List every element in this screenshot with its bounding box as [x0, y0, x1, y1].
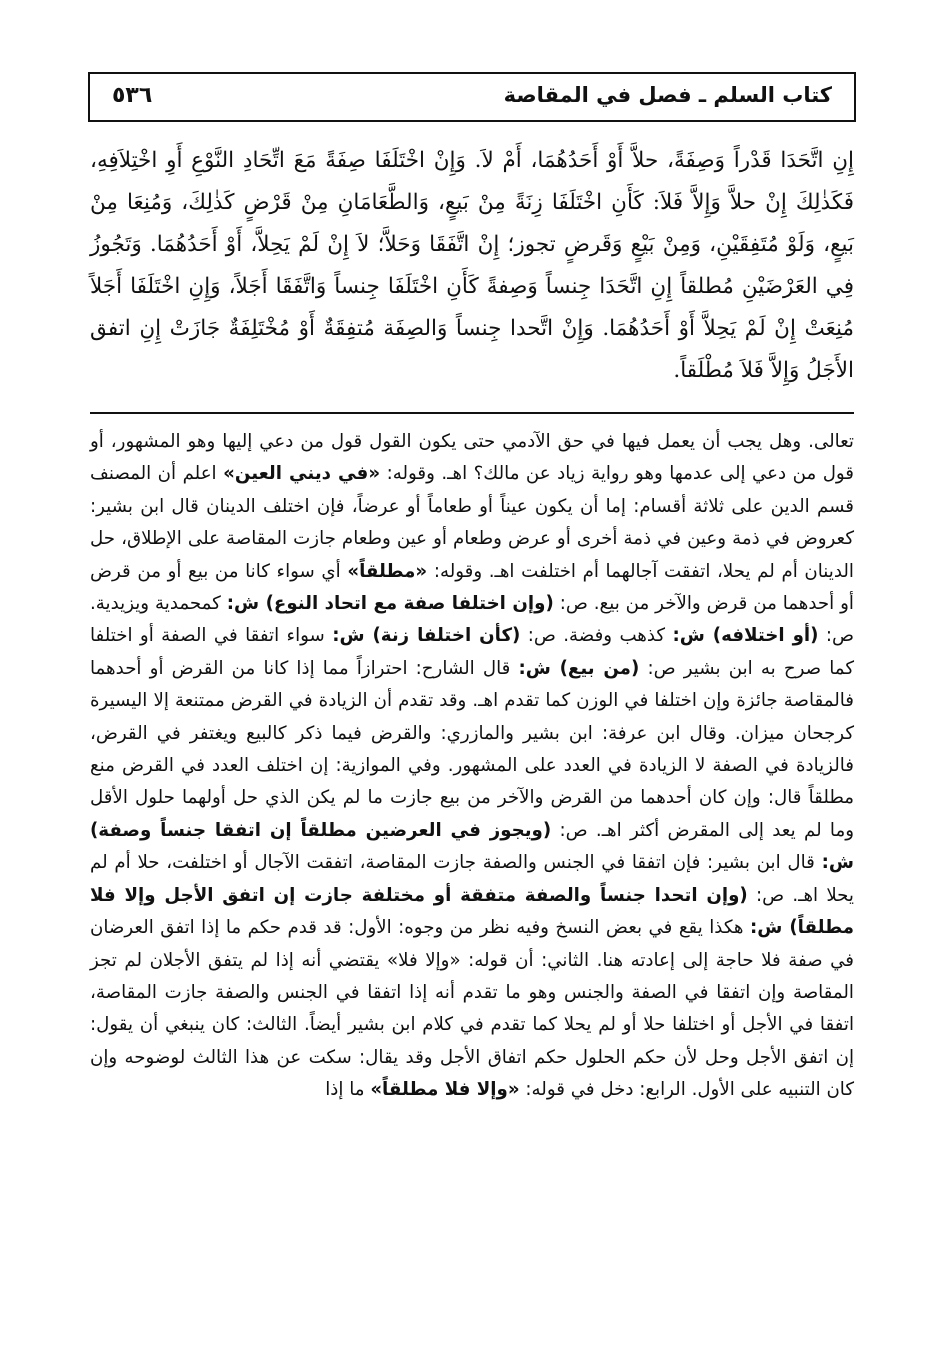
quoted-phrase: «في ديني العين» — [223, 463, 381, 485]
quoted-phrase: «وإلا فلا مطلقاً» — [370, 1079, 520, 1101]
commentary-text: تعالى. وهل يجب أن يعمل فيها في حق الآدمي حتى يكون القول قول من دعي إليها وهو المشهور، أو قول من دعي إلى عدمها وهو رواية زياد عن مالك؟ اهـ. وقوله: — [90, 431, 854, 485]
commentary-text: اعلم أن المصنف قسم الدين على ثلاثة أقسام: إما أن يكون عيناً أو طعاماً أو عرضاً، فإن اختلف الدينان قال ابن بشير: كعروض في ذمة وعين في ذمة أخرى أو عرض وطعام أو عين وطعام جازت المقاصة على الإطلاق، حل الدينان أم لم يحلا، اتفقت آجالهما أم اختلفت اهـ. وقوله: — [90, 463, 854, 582]
quoted-phrase: «مطلقاً» — [347, 560, 428, 582]
quoted-phrase: (من بيع) ش: — [518, 657, 640, 679]
quoted-phrase: (أو اختلافه) ش: — [672, 625, 819, 647]
commentary-text: أي سواء كانا من بيع أو من قرض أو أحدهما من قرض والآخر من بيع. ص: — [90, 560, 854, 615]
commentary-text: ما إذا — [325, 1079, 365, 1101]
commentary-text: قال الشارح: احترازاً مما إذا كانا من القرض أو أحدهما فالمقاصة جائزة وإن اختلفا في الوزن كما تقدم اهـ. وقد تقدم أن الزيادة في القرض ممتنعة إلا اليسيرة كرجحان ميزان. وقال ابن عرفة: ابن بشير والمازري: والقرض فيما ذكر كالبيع ويغتفر في القرض، فالزيادة في الصفة لا الزيادة في العدد على المشهور. وفي الموازية: إن اختلف العدد في القرض منع مطلقاً قال: وإن كان أحدهما من القرض والآخر من بيع جازت ما لم يكن الذي حل أولهما حلول الأقل وما لم يعد إلى المقرض أكثر اهـ. ص: — [90, 657, 854, 841]
commentary-block — [90, 426, 854, 1107]
commentary-text: قال ابن بشير: فإن اتفقا في الجنس والصفة جازت المقاصة، اتفقت الآجال أو اختلفت، حلا أم لم يحلا اهـ. ص: — [90, 852, 854, 906]
commentary-paragraph — [90, 426, 854, 1107]
commentary-text: كذهب وفضة. ص: — [527, 625, 666, 647]
commentary-text: كمحمدية ويزيدية. ص: — [90, 593, 854, 647]
commentary-text: هكذا يقع في بعض النسخ وفيه نظر من وجوه: الأول: قد قدم حكم ما إذا اتفق العرضان في صفة فلا حاجة إلى إعادته هنا. الثاني: أن قوله: «وإلا فلا» يقتضي أنه إذا لم يتفق الأجلان لم تجز المقاصة وإن اتفقا في الصفة والجنس وهو ما تقدم أنه إذا اتفقا في الجنس والصفة جازت المقاصة، اتفقا في الأجل أو اختلفا حلا أو لم يحلا كما تقدم في كلام ابن بشير أيضاً. الثالث: كان ينبغي أن يقول: إن اتفق الأجل وحل لأن حكم الحلول حكم اتفاق الأجل وقد يقال: سكت عن هذا الثالث لوضوحه وإن كان التنبيه على الأول. الرابع: دخل في قوله: — [90, 917, 854, 1101]
main-text-paragraph: إِنِ اتَّحَدَا قَدْراً وَصِفَةً، حلاَّ أَوْ أَحَدُهُمَا، أَمْ لاَ. وَإِنْ اخْتَلَفَا صِفَةً مَعَ اتِّحَادِ النَّوْعِ أَوِ اخْتِلاَفِهِ، فَكَذٰلِكَ إِنْ حلاَّ وَإِلاَّ فَلاَ: كَأَنِ اخْتَلَفَا زِنَةً مِنْ بَيعٍ، وَالطَّعَامَانِ مِنْ قَرْضٍ كَذٰلِكَ، وَمُنِعَا مِنْ بَيعٍ، وَلَوْ مُتَفِقَيْنِ، وَمِنْ بَيْعٍ وَقَرضٍ تجوز؛ إِنْ اتَّفَقَا وَحَلاَّ؛ لاَ إِنْ لَمْ يَحِلاَّ، أَوْ أَحَدُهُمَا. وَتَجُوزُ فِي العَرْضَيْنِ مُطلقاً إِنِ اتَّحَدَا جِنساً وَصِفةً كَأَنِ اخْتَلَفَا جِنساً وَاتَّفَقَا أَجَلاً، وَإِنِ اخْتَلَفَا أَجَلاً مُنِعَتْ إِنْ لَمْ يَحِلاَّ أَوْ أَحَدُهُمَا. وَإِنْ اتَّحدا جِنساً وَالصِفَة مُتفِقَةٌ أَوْ مُخْتَلِفَةٌ جَازَتْ إِنِ اتفق الأَجَلُ وَإِلاَّ فَلاَ مُطْلَقاً. — [90, 148, 854, 383]
running-header — [88, 72, 856, 122]
footnote-divider — [90, 412, 854, 414]
commentary-text: سواء اتفقا في الصفة أو اختلفا كما صرح به ابن بشير ص: — [90, 625, 854, 679]
quoted-phrase: (وإن اختلفا صفة مع اتحاد النوع) ش: — [226, 593, 554, 615]
quoted-phrase: (كأن اختلفا زنة) ش: — [332, 625, 521, 647]
header-title: كتاب السلم ـ فصل في المقاصة — [503, 83, 832, 107]
page-number: ٥٣٦ — [112, 83, 153, 108]
quoted-phrase: (وإن اتحدا جنساً والصفة متفقة أو مختلفة جازت إن اتفق الأجل وإلا فلا مطلقاً) ش: — [90, 884, 854, 939]
main-text-block — [90, 140, 854, 392]
quoted-phrase: (ويجوز في العرضين مطلقاً إن اتفقا جنساً وصفة) ش: — [90, 819, 854, 874]
